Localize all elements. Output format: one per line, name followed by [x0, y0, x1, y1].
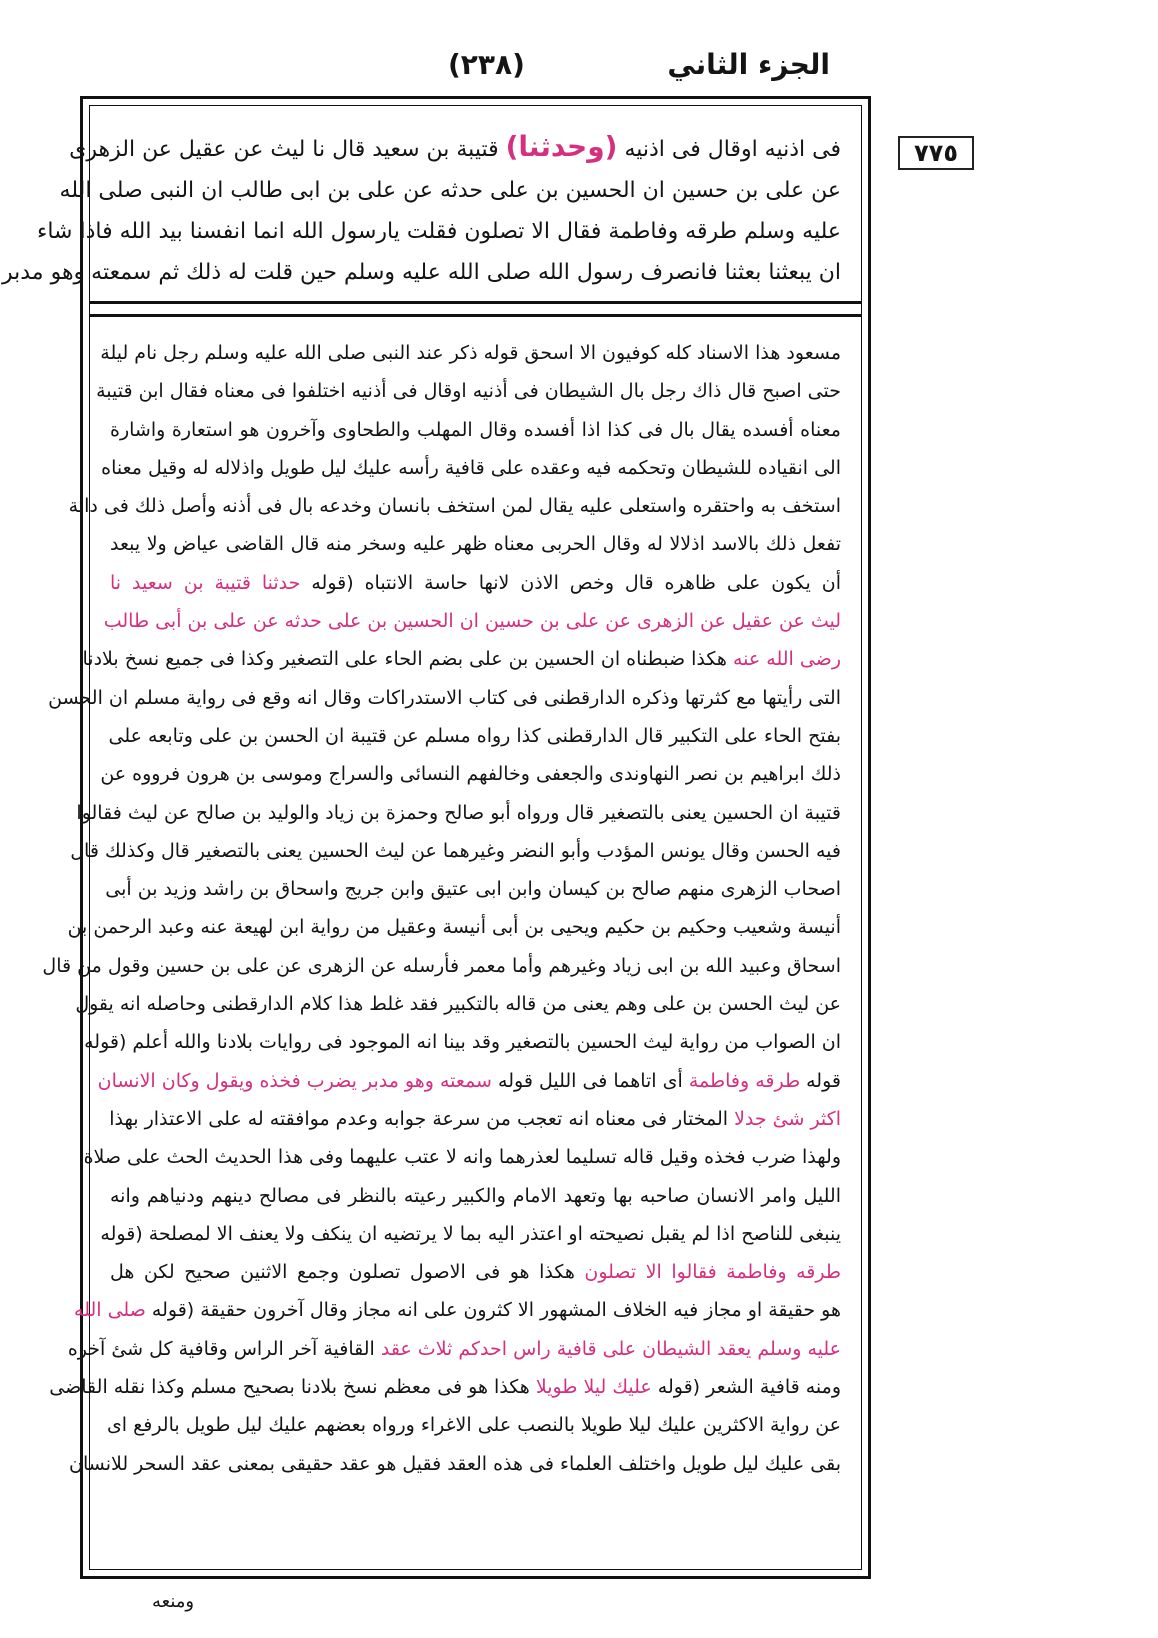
sharh-line: ولهذا ضرب فخذه وقيل قاله تسليما لعذرهما وانه لا عتب عليهما وفى هذا الحديث الحث على صلاة	[83, 1146, 841, 1169]
matn-block	[2, 126, 841, 293]
quoted-text: حدثنا قتيبة بن سعيد نا	[110, 571, 301, 594]
sharh-line: الى انقياده للشيطان وتحكمه فيه وعقده على قافية رأسه عليك ليل طويل واذلاله له وقيل معناه	[101, 456, 841, 479]
quoted-text: اكثر شئ جدلا	[734, 1107, 841, 1130]
quoted-text: رضى الله عنه	[732, 648, 841, 671]
sharh-line	[110, 1100, 841, 1138]
sharh-text: هكذا هو فى معظم نسخ بلادنا بصحيح مسلم وكذا نقله القاضى	[49, 1376, 530, 1399]
sharh-line: استخف به واحتقره واستعلى عليه يقال لمن استخف بانسان وخدعه بال فى أذنه وأصل ذلك فى دابة	[68, 495, 841, 518]
sharh-line: معناه أفسده يقال بال فى كذا اذا أفسده وقال المهلب والطحاوى وآخرون هو استعارة واشارة	[110, 418, 841, 441]
sharh-line	[97, 1062, 841, 1100]
sharh-line: الليل وامر الانسان صاحبه بها وتعهد الامام والكبير رعيته بالنظر فى مصالح دينهم ودنياهم وانه	[110, 1184, 841, 1207]
sharh-line: عن رواية الاكثرين عليك ليلا طويلا بالنصب على الاغراء ورواه بعضهم عليك ليل طويل بالرفع اى	[106, 1414, 841, 1437]
header-volume: الجزء الثاني	[667, 48, 830, 81]
sharh-line	[49, 1368, 841, 1406]
sharh-line: التى رأيتها مع كثرتها وذكره الدارقطنى فى كتاب الاستدراكات وقال انه وقع فى رواية مسلم ان الحسن	[48, 686, 841, 709]
sharh-line: اصحاب الزهرى منهم صالح بن كيسان وابن ابى عتيق وابن جريج واسحاق بن راشد وزيد بن أبى	[105, 878, 841, 901]
sharh-line: قتيبة ان الحسين يعنى بالتصغير قال ورواه أبو صالح وحمزة بن زياد والوليد بن صالح عن ليث فقالوا	[76, 801, 841, 824]
quoted-text: عليه وسلم يعقد الشيطان على قافية راس احدكم ثلاث عقد	[380, 1337, 841, 1360]
sharh-line: تفعل ذلك بالاسد اذلالا له وقال الحربى معناه ظهر عليه وسخر منه قال القاضى عياض ولا يبعد	[110, 533, 841, 556]
sharh-line: أنيسة وشعيب وحكيم بن حكيم ويحيى بن أبى أنيسة وعقيل من رواية ابن لهيعة عنه وعبد الرحمن بن	[67, 916, 841, 939]
quoted-text: طرقه وفاطمة فقالوا الا تصلون	[584, 1261, 841, 1284]
sharh-line	[67, 1330, 841, 1368]
inner-frame	[2, 105, 862, 1570]
sharh-text: أى اتاهما فى الليل قوله	[498, 1069, 683, 1092]
sharh-text: القافية آخر الراس وقافية كل شئ آخره	[67, 1337, 375, 1360]
page-frame	[2, 96, 871, 1579]
sharh-line: مسعود هذا الاسناد كله كوفيون الا اسحق قوله ذكر عند النبى صلى الله عليه وسلم رجل نام ليلة	[100, 342, 841, 364]
sharh-line: ليث عن عقيل عن الزهرى عن على بن حسين ان الحسين بن على حدثه عن على بن أبى طالب	[103, 610, 841, 633]
sharh-line: ان الصواب من رواية ليث الحسين بالتصغير وقد بينا انه الموجود فى روايات بلادنا والله أعلم (قوله	[84, 1031, 841, 1054]
quoted-text: صلى الله	[74, 1299, 146, 1322]
sharh-text: قوله	[806, 1069, 841, 1092]
sharh-line	[110, 564, 841, 602]
matn-line: ان يبعثنا بعثنا فانصرف رسول الله صلى الله عليه وسلم حين قلت له ذلك ثم سمعته وهو مدبر	[2, 260, 841, 285]
quoted-text: طرقه وفاطمة	[688, 1069, 801, 1092]
sharh-line: ينبغى للناصح اذا لم يقبل نصيحته او اعتذر اليه بما لا يرتضيه ان ينكف ولا يعنف الا لمصلحة (قوله	[100, 1222, 841, 1245]
sharh-text: أن يكون على ظاهره قال وخص الاذن لانها حاسة الانتباه (قوله	[311, 571, 841, 594]
sharh-line	[82, 640, 841, 678]
sharh-text: هو حقيقة او مجاز فيه الخلاف المشهور الا كثرون على انه مجاز وقال آخرون حقيقة (قوله	[151, 1299, 841, 1322]
hadith-number-box: ٧٧٥	[898, 136, 974, 170]
matn-text: قتيبة بن سعيد قال نا ليث عن عقيل عن الزهرى	[69, 137, 499, 162]
sharh-block	[42, 334, 841, 1483]
matn-line	[69, 126, 841, 170]
quoted-text: عليك ليلا طويلا	[535, 1376, 652, 1399]
sharh-line	[110, 1253, 841, 1291]
sharh-line: حتى اصبح قال ذاك رجل بال الشيطان فى أذنيه اوقال فى أذنيه اختلفوا فى معناه فقال ابن قتيبة	[96, 380, 841, 403]
sharh-line: فيه الحسن وقال يونس المؤدب وأبو النضر وغيرهما عن ليث الحسين يعنى بالتصغير قال وكذلك قال	[70, 839, 841, 862]
sharh-line: بقى عليك ليل طويل واختلف العلماء فى هذه العقد فقيل هو عقد حقيقى بمعنى عقد السحر للانسان	[69, 1452, 841, 1475]
sharh-text: هكذا ضبطناه ان الحسين بن على بضم الحاء على التصغير وكذا فى جميع نسخ بلادنا	[82, 648, 727, 671]
matn-line: عن على بن حسين ان الحسين بن على حدثه عن على بن ابى طالب ان النبى صلى الله	[59, 178, 841, 203]
sharh-text: المختار فى معناه انه تعجب من سرعة جوابه وعدم موافقته له على الاعتذار بهذا	[109, 1107, 729, 1130]
matn-text: فى اذنيه اوقال فى اذنيه	[624, 137, 841, 162]
sharh-text: هكذا هو فى الاصول تصلون وجمع الاثنين صحيح لكن هل	[110, 1261, 575, 1284]
sharh-line: بفتح الحاء على التكبير قال الدارقطنى كذا رواه مسلم عن قتيبة ان الحسن بن على وتابعه على	[108, 724, 841, 747]
sharh-line: عن ليث الحسن بن على وهم يعنى من قاله بالتكبير فقد غلط هذا كلام الدارقطنى وحاصله انه يقول	[75, 993, 841, 1016]
sharh-line: اسحاق وعبيد الله بن ابى زياد وغيرهم وأما معمر فأرسله عن الزهرى عن على بن حسين وقول من قال	[42, 954, 841, 977]
hadith-marker: (وحدثنا)	[505, 130, 618, 163]
sharh-line	[74, 1291, 841, 1329]
sharh-line: ذلك ابراهيم بن نصر النهاوندى والجعفى وخالفهم النسائى والسراج وموسى بن هرون فرووه عن	[100, 763, 841, 786]
section-separator	[90, 301, 861, 317]
page-number: (٢٣٨)	[448, 48, 525, 81]
matn-line: عليه وسلم طرقه وفاطمة فقال الا تصلون فقلت يارسول الله انما انفسنا بيد الله فاذا شاء	[36, 219, 841, 244]
catchword: ومنعه	[152, 1591, 195, 1612]
quoted-text: سمعته وهو مدبر يضرب فخذه ويقول وكان الانسان	[97, 1069, 492, 1092]
sharh-text: ومنه قافية الشعر (قوله	[657, 1376, 841, 1399]
